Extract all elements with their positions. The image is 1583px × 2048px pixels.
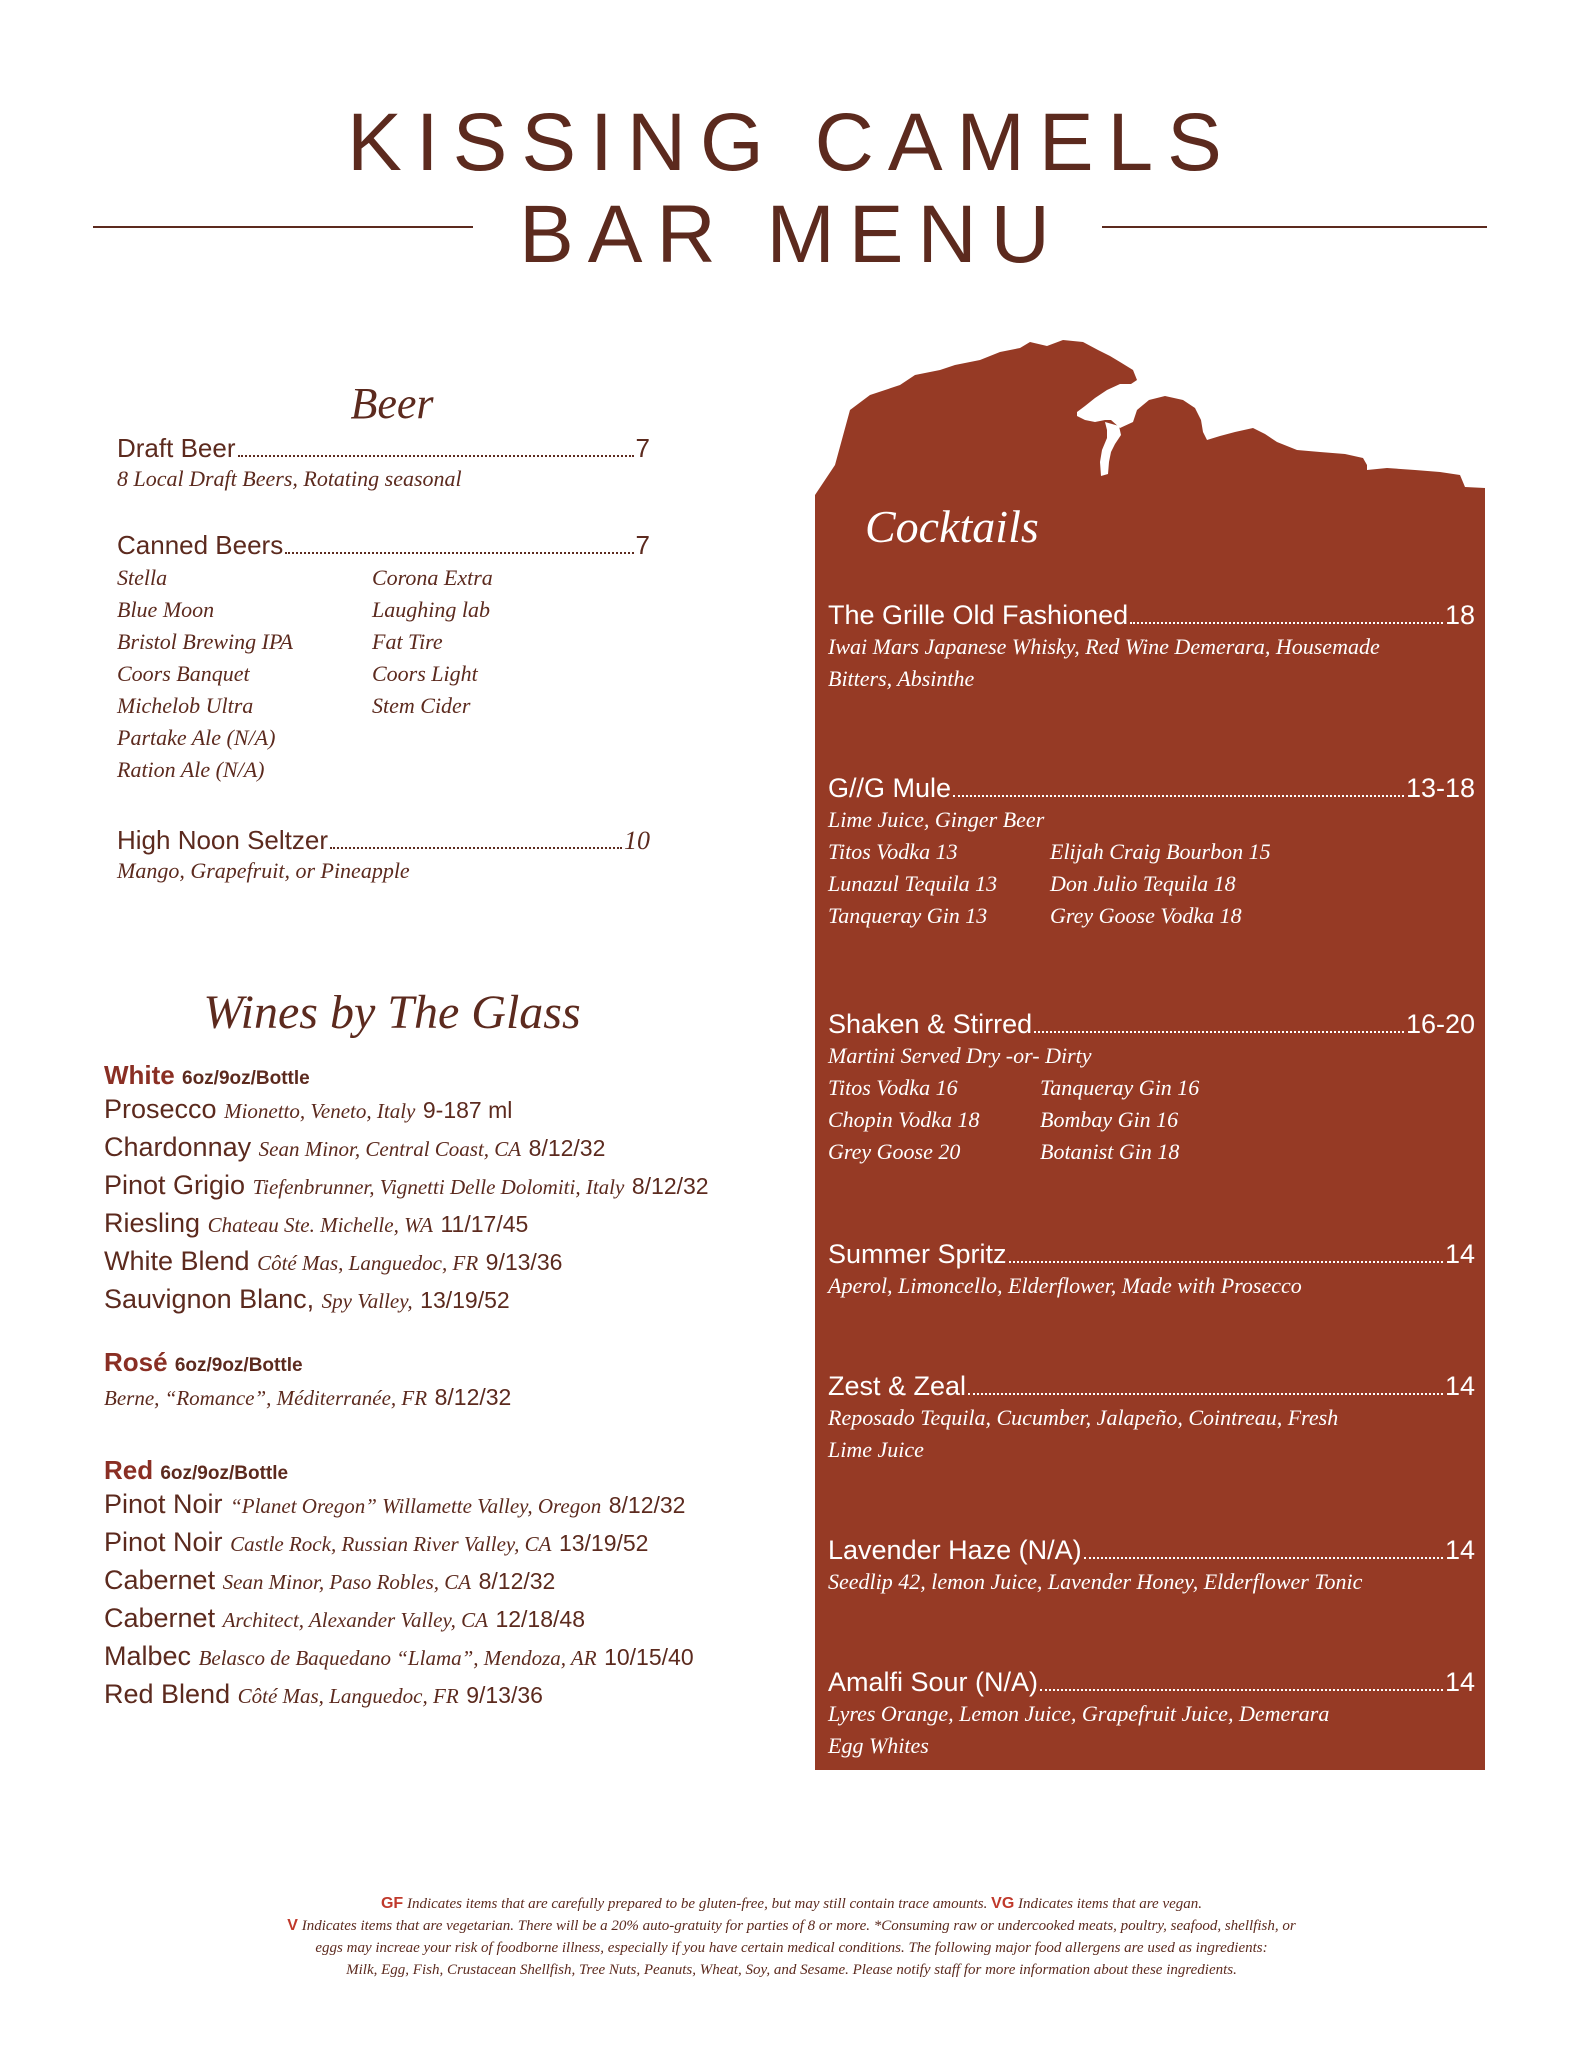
- mule-options: [828, 836, 1475, 932]
- gf-text: Indicates items that are carefully prepared to be gluten-free, but may still contain trace amounts.: [406, 1896, 988, 1912]
- list-item: Coors Light: [372, 661, 478, 686]
- list-item: Stella: [117, 565, 168, 590]
- wine-item: [104, 1676, 804, 1714]
- footer-line-4: Milk, Egg, Fish, Crustacean Shellfish, Tree Nuts, Peanuts, Wheat, Soy, and Sesame. Please notify staff for more information about these ingredients.: [346, 1962, 1237, 1978]
- wine-price: 8/12/32: [631, 1173, 709, 1199]
- wine-item: [104, 1243, 804, 1281]
- leader-dots: [1130, 622, 1443, 624]
- canned-beer-list: [117, 565, 650, 783]
- wine-item: [104, 1378, 804, 1416]
- list-item: [372, 757, 627, 783]
- cocktail-name: The Grille Old Fashioned: [828, 600, 1129, 630]
- beer-seltzer: [117, 825, 650, 884]
- cocktail-price: 14: [1444, 1667, 1475, 1697]
- wine-category-white: [104, 1060, 804, 1091]
- list-item: Titos Vodka 13: [828, 839, 958, 864]
- cocktail-price: 14: [1444, 1535, 1475, 1565]
- wine-item: [104, 1638, 804, 1676]
- leader-dots: [238, 455, 634, 457]
- wine-item: [104, 1167, 804, 1205]
- wine-category-label: White: [104, 1060, 175, 1090]
- cocktail-price: 16-20: [1405, 1009, 1475, 1039]
- wines-white: [104, 1060, 804, 1319]
- wine-category-label: Red: [104, 1455, 154, 1485]
- list-item: Michelob Ultra: [117, 693, 254, 718]
- wine-name: Cabernet: [104, 1603, 216, 1633]
- draft-beer-price: 7: [635, 433, 650, 463]
- wine-desc: Chateau Ste. Michelle, WA: [207, 1213, 433, 1237]
- leader-dots: [953, 795, 1404, 797]
- cocktail-mule: [828, 773, 1475, 932]
- wine-item: [104, 1562, 804, 1600]
- wine-item: [104, 1600, 804, 1638]
- leader-dots: [1084, 1557, 1443, 1559]
- cocktail-old-fashioned: [828, 600, 1475, 695]
- cocktail-price: 18: [1444, 600, 1475, 630]
- list-item: Titos Vodka 16: [828, 1075, 958, 1100]
- list-item: Fat Tire: [372, 629, 443, 654]
- wine-name: Chardonnay: [104, 1132, 252, 1162]
- cocktail-summer-spritz: [828, 1239, 1475, 1302]
- wine-name: Cabernet: [104, 1565, 216, 1595]
- wine-item: [104, 1524, 804, 1562]
- list-item: Partake Ale (N/A): [117, 725, 276, 750]
- list-item: Blue Moon: [117, 597, 215, 622]
- cocktail-zest-zeal: [828, 1371, 1475, 1466]
- wines-red: [104, 1455, 804, 1714]
- list-item: Don Julio Tequila 18: [1050, 871, 1236, 896]
- cocktails-heading: Cocktails: [865, 501, 1039, 552]
- wine-category-sizes: 6oz/9oz/Bottle: [174, 1355, 303, 1376]
- list-item: Grey Goose 20: [828, 1139, 961, 1164]
- list-item: Stem Cider: [372, 693, 471, 718]
- leader-dots: [1040, 1689, 1443, 1691]
- cocktail-desc: Iwai Mars Japanese Whisky, Red Wine Demerara, Housemade: [828, 634, 1380, 659]
- wine-price: 9-187 ml: [422, 1097, 513, 1123]
- wine-price: 11/17/45: [440, 1211, 529, 1237]
- beer-heading: Beer: [350, 379, 434, 428]
- cocktail-desc: Lime Juice, Ginger Beer: [828, 807, 1045, 832]
- list-item: Laughing lab: [372, 597, 490, 622]
- cocktail-name: G//G Mule: [828, 773, 952, 803]
- list-item: Chopin Vodka 18: [828, 1107, 980, 1132]
- seltzer-price: 10: [624, 826, 650, 855]
- wine-name: Prosecco: [104, 1094, 217, 1124]
- wine-price: 12/18/48: [495, 1606, 585, 1632]
- wine-desc: Belasco de Baquedano “Llama”, Mendoza, AR: [198, 1646, 597, 1670]
- wine-name: White Blend: [104, 1246, 250, 1276]
- wine-desc: “Planet Oregon” Willamette Valley, Oregon: [230, 1494, 602, 1518]
- list-item: [372, 725, 627, 751]
- wine-name: Sauvignon Blanc,: [104, 1284, 315, 1314]
- cocktail-shaken-stirred: [828, 1009, 1475, 1168]
- wines-heading: Wines by The Glass: [203, 986, 581, 1039]
- cocktail-price: 14: [1444, 1371, 1475, 1401]
- wine-price: 8/12/32: [528, 1135, 606, 1161]
- cocktail-name: Shaken & Stirred: [828, 1009, 1033, 1039]
- canned-beer-price: 7: [635, 530, 650, 560]
- cocktail-price: 13-18: [1405, 773, 1475, 803]
- draft-beer-name: Draft Beer: [117, 433, 236, 463]
- footer-line-1: [190, 1893, 1393, 1915]
- leader-dots: [1034, 1031, 1404, 1033]
- wine-item: [104, 1281, 804, 1319]
- footer-line-2: [190, 1915, 1393, 1937]
- list-item: Elijah Craig Bourbon 15: [1050, 839, 1271, 864]
- wine-name: Pinot Noir: [104, 1527, 223, 1557]
- wine-desc: Sean Minor, Central Coast, CA: [258, 1137, 522, 1161]
- list-item: Bombay Gin 16: [1040, 1107, 1179, 1132]
- footer-disclaimer: [190, 1893, 1393, 1981]
- cocktail-name: Lavender Haze (N/A): [828, 1535, 1082, 1565]
- wine-price: 8/12/32: [434, 1384, 512, 1410]
- beer-canned: [117, 530, 650, 783]
- wine-desc: Spy Valley,: [321, 1289, 413, 1313]
- cocktail-desc: Lime Juice: [828, 1437, 924, 1462]
- wine-desc: Côté Mas, Languedoc, FR: [257, 1251, 479, 1275]
- list-item: Tanqueray Gin 13: [828, 903, 988, 928]
- wine-price: 9/13/36: [466, 1682, 543, 1708]
- wine-name: Pinot Grigio: [104, 1170, 246, 1200]
- cocktail-desc: Egg Whites: [828, 1733, 929, 1758]
- wine-desc: Castle Rock, Russian River Valley, CA: [230, 1532, 552, 1556]
- beer-draft: [117, 433, 650, 492]
- wine-name: Red Blend: [104, 1679, 231, 1709]
- wine-desc: Tiefenbrunner, Vignetti Delle Dolomiti, Italy: [252, 1175, 625, 1199]
- list-item: Coors Banquet: [117, 661, 250, 686]
- wine-desc: Mionetto, Veneto, Italy: [224, 1099, 416, 1123]
- wine-name: Riesling: [104, 1208, 201, 1238]
- wine-name: Pinot Noir: [104, 1489, 223, 1519]
- wine-item: [104, 1486, 804, 1524]
- wine-price: 13/19/52: [558, 1530, 649, 1556]
- footer-line-3: eggs may increae your risk of foodborne illness, especially if you have certain medical conditions. The following major food allergens are used as ingredients:: [315, 1940, 1268, 1956]
- leader-dots: [330, 847, 622, 849]
- cocktail-desc: Bitters, Absinthe: [828, 666, 975, 691]
- leader-dots: [1009, 1261, 1443, 1263]
- wine-item: [104, 1091, 804, 1129]
- list-item: Botanist Gin 18: [1040, 1139, 1180, 1164]
- draft-beer-desc: 8 Local Draft Beers, Rotating seasonal: [117, 466, 462, 491]
- wines-rose: [104, 1347, 804, 1416]
- wine-desc: Côté Mas, Languedoc, FR: [237, 1684, 459, 1708]
- wine-price: 9/13/36: [485, 1249, 563, 1275]
- cocktail-desc: Aperol, Limoncello, Elderflower, Made with Prosecco: [828, 1273, 1302, 1298]
- list-item: Tanqueray Gin 16: [1040, 1075, 1200, 1100]
- wine-category-label: Rosé: [104, 1347, 168, 1377]
- cocktail-name: Summer Spritz: [828, 1239, 1007, 1269]
- vg-mark: VG: [991, 1895, 1015, 1912]
- wine-item: [104, 1205, 804, 1243]
- wine-desc: Architect, Alexander Valley, CA: [222, 1608, 488, 1632]
- v-mark: V: [287, 1917, 298, 1934]
- wine-item: [104, 1129, 804, 1167]
- cocktail-name: Zest & Zeal: [828, 1371, 967, 1401]
- list-item: Bristol Brewing IPA: [117, 629, 293, 654]
- wine-price: 13/19/52: [420, 1287, 510, 1313]
- wine-price: 8/12/32: [478, 1568, 556, 1594]
- wine-desc: Sean Minor, Paso Robles, CA: [222, 1570, 472, 1594]
- v-text: Indicates items that are vegetarian. There will be a 20% auto-gratuity for parties of 8 or more. *Consuming raw or undercooked meats, poultry, seafood, shellfish, or: [301, 1918, 1296, 1934]
- cocktail-desc: Seedlip 42, lemon Juice, Lavender Honey, Elderflower Tonic: [828, 1569, 1363, 1594]
- gf-mark: GF: [380, 1895, 404, 1912]
- wine-category-red: [104, 1455, 804, 1486]
- seltzer-name: High Noon Seltzer: [117, 825, 328, 855]
- leader-dots: [968, 1393, 1443, 1395]
- shaken-options: [828, 1072, 1475, 1168]
- wine-category-rose: [104, 1347, 804, 1378]
- canned-beer-name: Canned Beers: [117, 530, 284, 560]
- cocktail-price: 14: [1444, 1239, 1475, 1269]
- vg-text: Indicates items that are vegan.: [1018, 1896, 1203, 1912]
- cocktail-lavender-haze: [828, 1535, 1475, 1598]
- wine-price: 8/12/32: [608, 1492, 686, 1518]
- menu-title-line1: KISSING CAMELS: [347, 97, 1236, 188]
- leader-dots: [285, 552, 633, 554]
- cocktail-amalfi-sour: [828, 1667, 1475, 1762]
- cocktail-desc: Martini Served Dry -or- Dirty: [828, 1043, 1092, 1068]
- list-item: Corona Extra: [372, 565, 493, 590]
- cocktail-desc: Reposado Tequila, Cucumber, Jalapeño, Cointreau, Fresh: [828, 1405, 1339, 1430]
- menu-title-line2: BAR MENU: [519, 189, 1064, 280]
- cocktail-name: Amalfi Sour (N/A): [828, 1667, 1039, 1697]
- header-rule-right: [1102, 226, 1487, 228]
- wine-category-sizes: 6oz/9oz/Bottle: [182, 1068, 310, 1089]
- list-item: Lunazul Tequila 13: [828, 871, 998, 896]
- wine-name: Malbec: [104, 1641, 192, 1671]
- seltzer-desc: Mango, Grapefruit, or Pineapple: [117, 858, 410, 883]
- cocktail-desc: Lyres Orange, Lemon Juice, Grapefruit Juice, Demerara: [828, 1701, 1330, 1726]
- list-item: Ration Ale (N/A): [117, 757, 265, 782]
- list-item: Grey Goose Vodka 18: [1050, 903, 1242, 928]
- wine-category-sizes: 6oz/9oz/Bottle: [160, 1463, 289, 1484]
- wine-price: 10/15/40: [604, 1644, 694, 1670]
- wine-desc: Berne, “Romance”, Méditerranée, FR: [104, 1386, 428, 1410]
